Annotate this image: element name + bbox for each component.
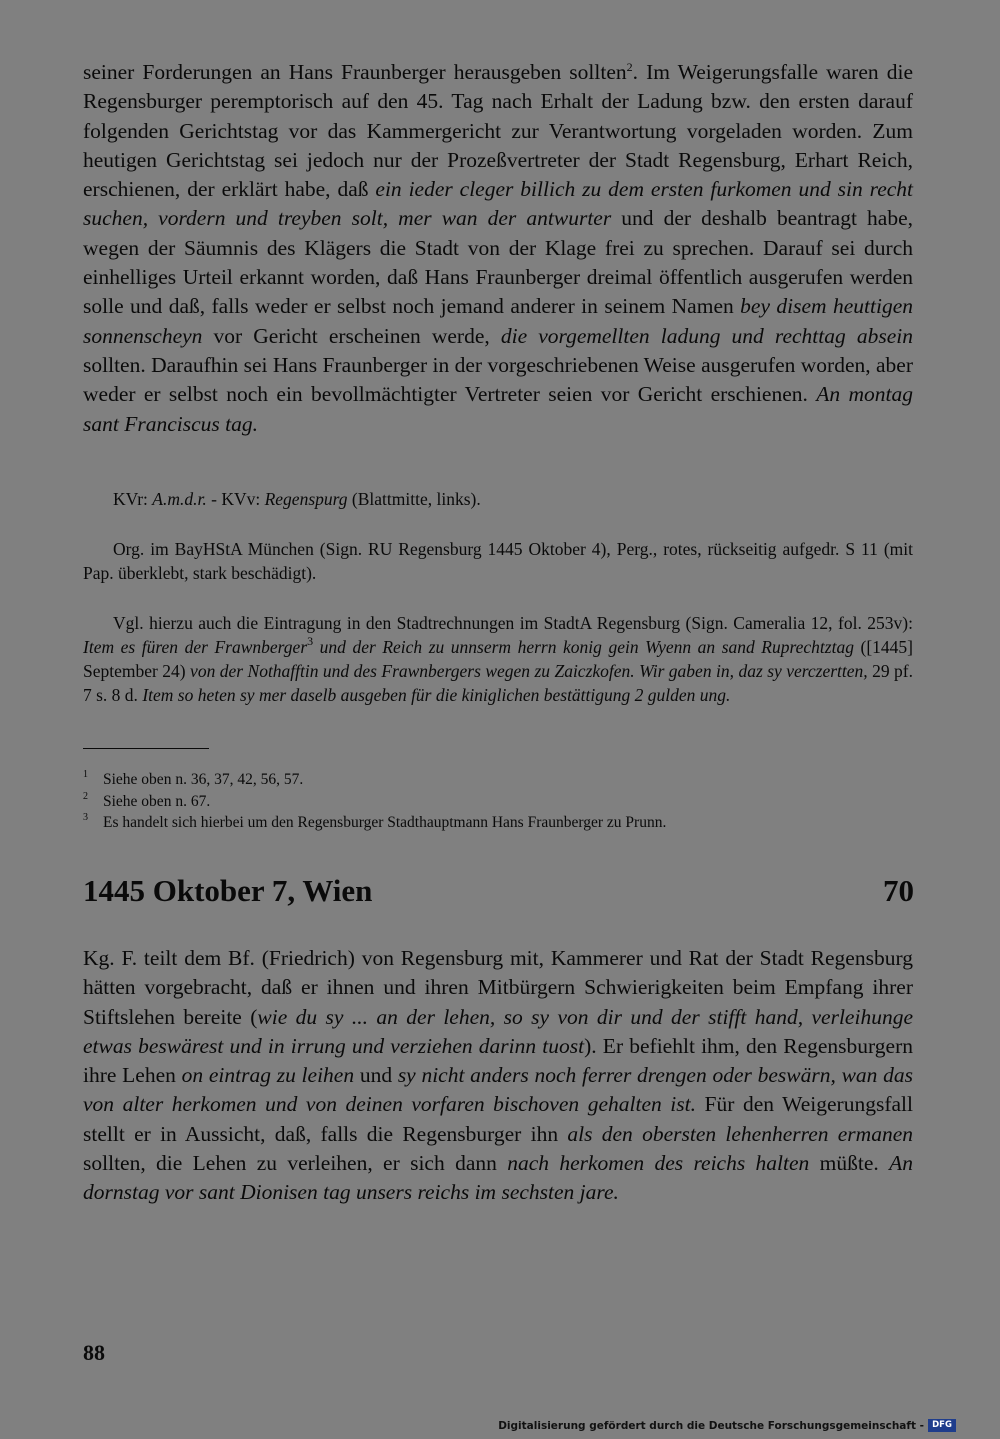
quote-italic: von der Nothafftin und des Frawnbergers wegen zu Zaiczkofen. Wir gaben in, daz sy verczertten, [190,661,868,681]
quote-italic: Regenspurg [264,489,348,509]
quote-italic: A.m.d.r. [152,489,207,509]
quote-italic: sy nicht anders noch ferrer drengen oder beswärn, wan das von alter herkomen und von deinen vorfaren bischoven gehalten ist. [83,1063,914,1117]
text-run: sollten. Daraufhin sei Hans Fraunberger in der vorgeschriebenen Weise ausgerufen worden, aber weder er selbst noch ein bevollmächtigter Vertreter seien vor Gericht erschienen. [83,352,913,407]
dfg-logo-icon: DFG [928,1419,956,1432]
footnote-3 [83,808,666,832]
document-69-body [83,58,913,439]
footnote-divider [83,748,209,749]
text-run: KVr: [113,489,153,509]
text-run: und [354,1063,398,1088]
original-source-note: Org. im BayHStA München (Sign. RU Regensburg 1445 Oktober 4), Perg., rotes, rückseitig aufgedr. S 11 (mit Pap. überklebt, stark beschädigt). [83,539,913,583]
footnote-number: 2 [83,791,88,802]
text-run: 29 pf. 7 s. 8 d. [83,661,913,705]
quote-italic: wie du sy ... an der lehen, so sy von dir und der stifft hand, verleihunge etwas beswärest und in irrung und verziehen darinn tuost [83,1004,913,1058]
text-run: ). Er befiehlt ihm, den Regensburgern ihre Lehen [83,1033,914,1088]
text-run: vor Gericht erscheinen werde, [202,323,501,348]
page-number: 88 [83,1340,105,1365]
footnote-number: 1 [83,769,88,780]
quote-italic: ein ieder cleger billich zu dem ersten furkomen und sin recht suchen, vordern und treyben solt, mer wan der antwurter [83,177,913,231]
footnote-1 [83,765,303,789]
text-run: - KVv: [206,489,265,509]
text-run: ([1445] September 24) [83,637,914,681]
text-run: sollten, die Lehen zu verleihen, er sich dann [83,1151,508,1176]
text-run: (Blattmitte, links). [347,489,481,509]
document-heading: 1445 Oktober 7, Wien [83,873,373,908]
footnote-ref-3: 3 [307,634,314,648]
quote-italic: bey disem heuttigen sonnenscheyn [83,294,913,348]
text-run: . Im Weigerungsfalle waren die Regensburger peremptorisch auf den 45. Tag nach Erhalt der Ladung bzw. den ersten darauf folgenden Gerichtstag vor das Kammergericht zur Verantwortung vorgeladen worden. Zum heutigen Gerichtstag sei jedoch nur der Prozeßvertreter der Stadt Regensburg, Erhart Reich, erschienen, der erklärt habe, daß [83,60,913,202]
funding-footer [498,1419,956,1432]
text-run: Für den Weigerungsfall stellt er in Aussicht, daß, falls die Regensburger ihn [83,1092,913,1146]
quote-italic: on eintrag zu leihen [181,1063,355,1088]
quote-italic: als den obersten lehenherren ermanen [567,1121,913,1146]
quote-italic: nach herkomen des reichs halten [507,1151,810,1176]
document-70-body [83,944,913,1208]
footnote-text: Siehe oben n. 36, 37, 42, 56, 57. [103,771,304,788]
date-italic: An dornstag vor sant Dionisen tag unsers reichs im sechsten jare. [83,1151,913,1205]
document-number: 70 [883,873,914,908]
text-run: Kg. F. teilt dem Bf. (Friedrich) von Regensburg mit, Kammerer und Rat der Stadt Regensburg hätten vorgebracht, daß er ihnen und ihren Mitbürgern Schwierigkeiten beim Empfang ihrer Stiftslehen bereite ( [83,946,913,1029]
endorsement-note [83,487,913,511]
date-italic: An montag sant Franciscus tag. [83,382,913,436]
footnote-text: Siehe oben n. 67. [103,793,211,810]
quote-italic: Item es füren der Frawnberger [83,637,308,657]
footnote-text: Es handelt sich hierbei um den Regensburger Stadthauptmann Hans Fraunberger zu Prunn. [103,814,667,831]
text-run: seiner Forderungen an Hans Fraunberger herausgeben sollten [83,60,627,84]
quote-italic: Item so heten sy mer daselb ausgeben für die kiniglichen bestättigung 2 gulden ung. [142,685,731,705]
footer-text: Digitalisierung gefördert durch die Deutsche Forschungsgemeinschaft - [498,1419,924,1432]
text-run: und der deshalb beantragt habe, wegen der Säumnis des Klägers die Stadt von der Klage frei zu sprechen. Darauf sei durch einhelliges Urteil erkannt worden, daß Hans Fraunberger dreimal öffentlich ausgerufen werden solle und daß, falls weder er selbst noch jemand anderer in seinem Namen [83,206,913,319]
footnote-number: 3 [83,812,88,823]
text-run: Vgl. hierzu auch die Eintragung in den Stadtrechnungen im StadtA Regensburg (Sign. Cameralia 12, fol. 253v): [113,613,913,633]
footnote-ref-2: 2 [626,60,633,74]
comparison-note [83,611,913,707]
text-run: müßte. [809,1151,890,1176]
quote-italic: und der Reich zu unnserm herrn konig gein Wyenn an sand Ruprechtztag [313,637,854,657]
quote-italic: die vorgemellten ladung und rechttag absein [500,323,913,348]
